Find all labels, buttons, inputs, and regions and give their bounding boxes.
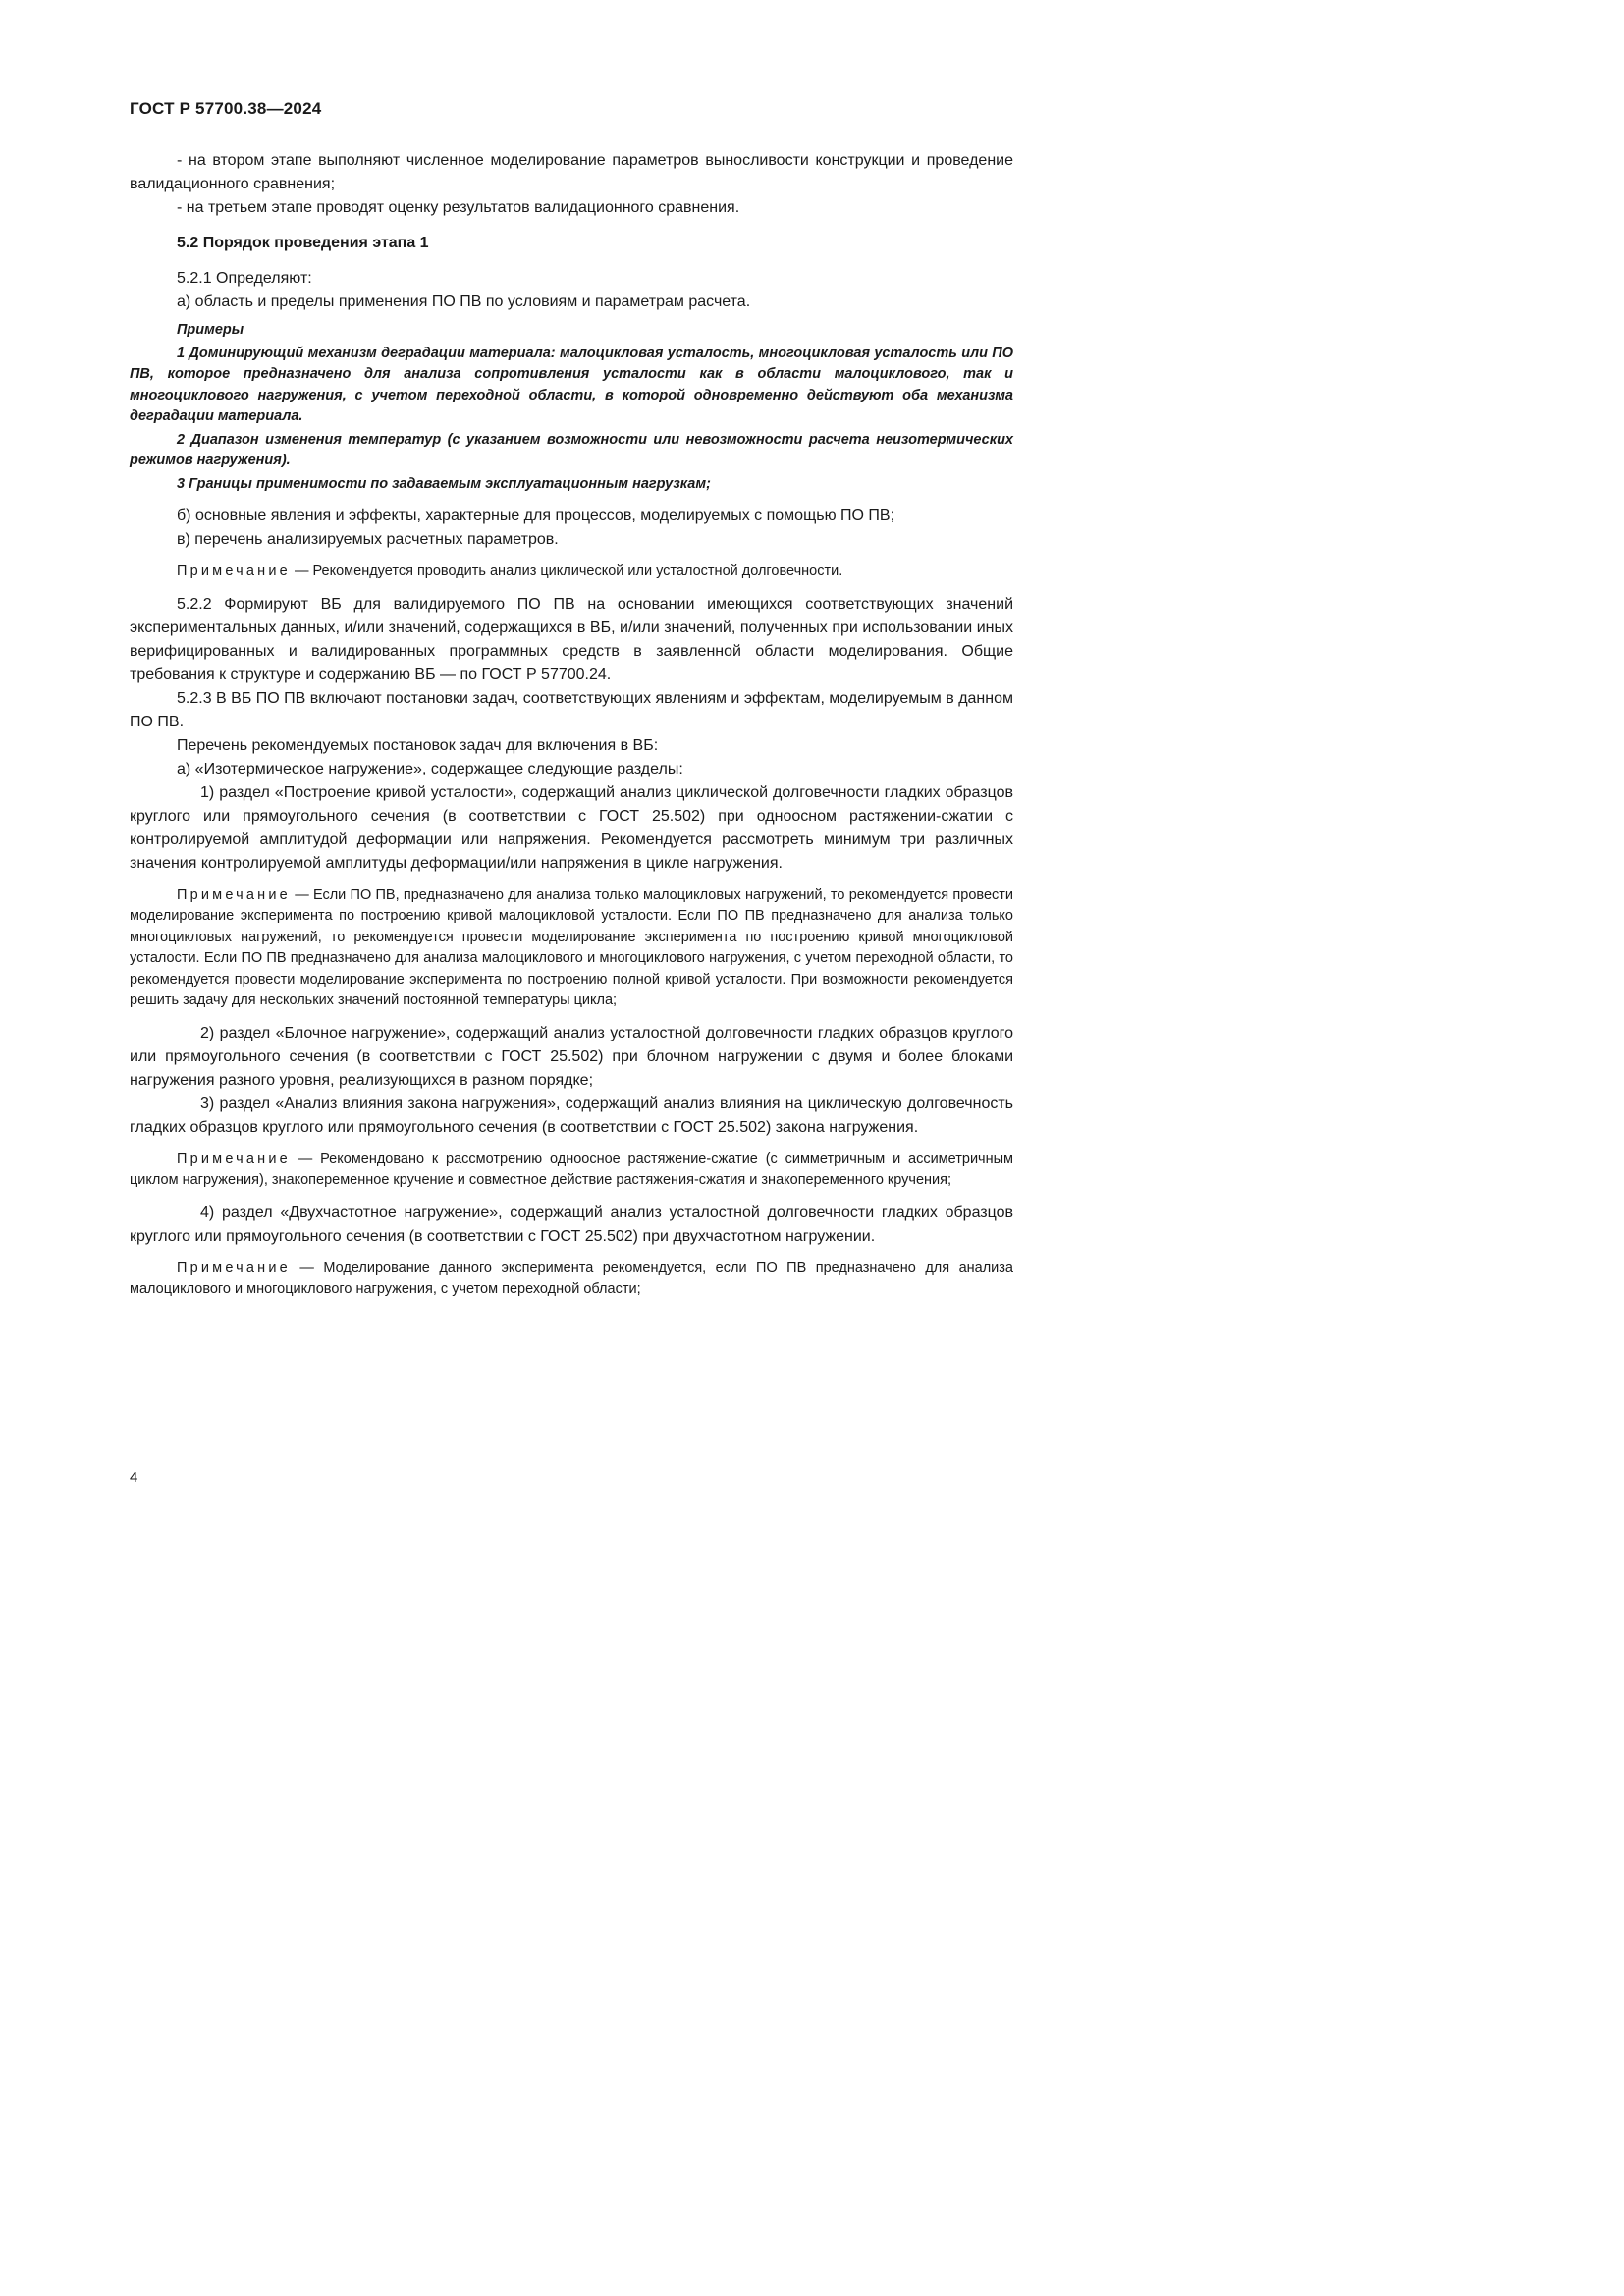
document-header: ГОСТ Р 57700.38—2024 — [130, 99, 322, 118]
subsection-2: 2) раздел «Блочное нагружение», содержащий анализ усталостной долговечности гладких образцов круглого или прямоугольного сечения (в соответствии с ГОСТ 25.502) при блочном нагружении с двумя и более блоками нагружения разного уровня, реализующихся в разном порядке; — [130, 1024, 1013, 1089]
subsection-4: 4) раздел «Двухчастотное нагружение», содержащий анализ усталостной долговечности гладких образцов круглого или прямоугольного сечения (в соответствии с ГОСТ 25.502) при двухчастотном нагружении. — [130, 1203, 1013, 1245]
note-1 — [130, 561, 1013, 583]
note-text: — Моделирование данного эксперимента рекомендуется, если ПО ПВ предназначено для анализа малоциклового и многоциклового нагружения, с учетом переходной области; — [130, 1259, 1013, 1297]
page-number: 4 — [130, 1469, 138, 1486]
subsection-3: 3) раздел «Анализ влияния закона нагружения», содержащий анализ влияния на циклическую долговечность гладких образцов круглого или прямоугольного сечения (в соответствии с ГОСТ 25.502) закона нагружения. — [130, 1095, 1013, 1136]
paragraph-stage-2: - на втором этапе выполняют численное моделирование параметров выносливости конструкции и проведение валидационного сравнения; — [130, 152, 1013, 192]
list-item-isothermal: а) «Изотермическое нагружение», содержащее следующие разделы: — [177, 760, 683, 777]
note-label: Примечание — [177, 886, 291, 903]
note-text: — Если ПО ПВ, предназначено для анализа только малоцикловых нагружений, то рекомендуется провести моделирование эксперимента по построению кривой малоцикловой усталости. Если ПО ПВ предназначено для анализа только многоцикловых нагружений, то рекомендуется провести моделирование эксперимента по построению кривой многоцикловой усталости. Если ПО ПВ предназначено для анализа малоциклового и многоциклового нагружения, с учетом переходной области, то рекомендуется провести моделирование эксперимента по построению полной кривой усталости. При возможности рекомендуется решить задачу для нескольких значений постоянной температуры цикла; — [130, 886, 1013, 1008]
list-item-b: б) основные явления и эффекты, характерные для процессов, моделируемых с помощью ПО ПВ; — [177, 507, 895, 524]
example-2: 2 Диапазон изменения температур (с указанием возможности или невозможности расчета неизотермических режимов нагружения). — [130, 431, 1013, 468]
paragraph-5-2-3: 5.2.3 В ВБ ПО ПВ включают постановки задач, соответствующих явлениям и эффектам, моделируемым в данном ПО ПВ. — [130, 689, 1013, 730]
paragraph-task-list: Перечень рекомендуемых постановок задач для включения в ВБ: — [177, 736, 659, 754]
document-page — [130, 0, 1013, 1535]
note-text: — Рекомендуется проводить анализ циклической или усталостной долговечности. — [294, 563, 843, 579]
paragraph-5-2-1: 5.2.1 Определяют: — [177, 270, 312, 287]
note-label: Примечание — [177, 563, 291, 579]
note-2 — [130, 885, 1013, 1012]
example-3: 3 Границы применимости по задаваемым эксплуатационным нагрузкам; — [177, 475, 711, 492]
list-item-a: а) область и пределы применения ПО ПВ по условиям и параметрам расчета. — [177, 294, 751, 310]
paragraph-5-2-2: 5.2.2 Формируют ВБ для валидируемого ПО ПВ на основании имеющихся соответствующих значений экспериментальных данных, и/или значений, содержащихся в ВБ, и/или значений, полученных при использовании иных верифицированных и валидированных программных средств в заявленной области моделирования. Общие требования к структуре и содержанию ВБ — по ГОСТ Р 57700.24. — [130, 595, 1013, 683]
paragraph-stage-3: - на третьем этапе проводят оценку результатов валидационного сравнения. — [177, 199, 740, 216]
note-label: Примечание — [177, 1150, 291, 1167]
note-4 — [130, 1258, 1013, 1301]
subsection-1: 1) раздел «Построение кривой усталости», содержащий анализ циклической долговечности гладких образцов круглого или прямоугольного сечения (в соответствии с ГОСТ 25.502) при одноосном растяжении-сжатии с контролируемой амплитудой деформации или напряжения. Рекомендуется рассмотреть минимум три различных значения контролируемой амплитуды деформации/или напряжения в цикле нагружения. — [130, 783, 1013, 872]
examples-title: Примеры — [177, 322, 244, 338]
example-1: 1 Доминирующий механизм деградации материала: малоцикловая усталость, многоцикловая усталость или ПО ПВ, которое предназначено для анализа сопротивления усталости как в области малоциклового, так и многоциклового нагружения, с учетом переходной области, в которой одновременно действуют оба механизма деградации материала. — [130, 345, 1013, 424]
list-item-v: в) перечень анализируемых расчетных параметров. — [177, 531, 559, 548]
document-body — [130, 149, 1013, 1301]
note-3 — [130, 1149, 1013, 1192]
note-label: Примечание — [177, 1259, 291, 1276]
note-text: — Рекомендовано к рассмотрению одноосное растяжение-сжатие (с симметричным и ассиметричным циклом нагружения), знакопеременное кручение и совместное действие растяжения-сжатия и знакопеременного кручения; — [130, 1150, 1013, 1188]
section-heading-5-2: 5.2 Порядок проведения этапа 1 — [177, 235, 429, 251]
